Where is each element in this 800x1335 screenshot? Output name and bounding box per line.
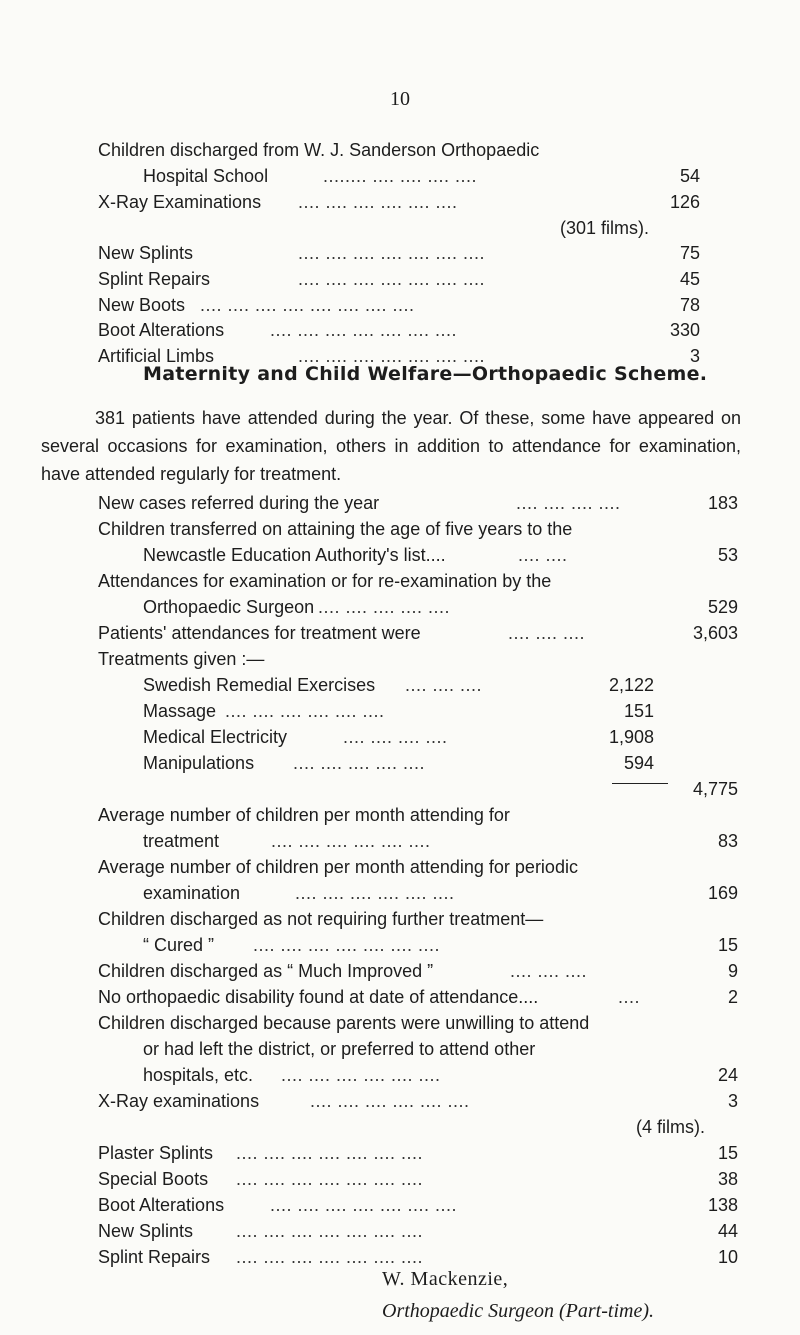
- signature-name: W. Mackenzie,: [382, 1268, 509, 1290]
- boot-alterations-row: [98, 1191, 738, 1219]
- xray-films: (301 films).: [560, 218, 650, 238]
- row-label: examination: [143, 883, 241, 903]
- treatments-heading: Treatments given :—: [98, 649, 265, 669]
- avg-exam-row: [143, 879, 738, 907]
- leader-dots: .... .... .... .... .... .... ....: [253, 935, 441, 955]
- row-value: 53: [717, 545, 738, 565]
- row-value: 45: [679, 269, 700, 289]
- row-label: treatment: [143, 831, 220, 851]
- row-label: Splint Repairs: [98, 269, 211, 289]
- row-label: Artificial Limbs: [98, 346, 215, 366]
- row-value: 9: [727, 961, 738, 981]
- leader-dots: .... .... .... ....: [516, 493, 621, 513]
- improved-row: [98, 957, 738, 985]
- treatment-row: [143, 671, 654, 699]
- row-label: Medical Electricity: [143, 727, 288, 747]
- row-label: New Boots: [98, 295, 186, 315]
- treatment-row: [143, 749, 654, 777]
- new-splints-row: [98, 239, 700, 267]
- unwilling-row-line1: Children discharged because parents were unwilling to attend: [98, 1013, 590, 1033]
- leader-dots: .... .... .... .... .... .... ....: [298, 346, 486, 366]
- row-label: X-Ray Examinations: [98, 192, 262, 212]
- row-label: Boot Alterations: [98, 320, 225, 340]
- leader-dots: ........ .... .... .... ....: [323, 166, 478, 186]
- special-boots-row: [98, 1165, 738, 1193]
- treatment-row: [143, 697, 654, 725]
- row-label: hospitals, etc.: [143, 1065, 254, 1085]
- transferred-row: [143, 541, 738, 569]
- row-value: 169: [707, 883, 738, 903]
- row-value: 594: [623, 753, 654, 773]
- plaster-splints-row: [98, 1139, 738, 1167]
- leader-dots: .... .... .... .... ....: [293, 753, 426, 773]
- leader-dots: .... .... ....: [508, 623, 586, 643]
- attendances-treatment-row: [98, 619, 738, 647]
- row-label: New Splints: [98, 243, 194, 263]
- transferred-row-line1: Children transferred on attaining the age of five years to the: [98, 519, 573, 539]
- leader-dots: .... .... .... .... .... .... ....: [236, 1221, 424, 1241]
- row-value: 151: [623, 701, 654, 721]
- unwilling-row: [143, 1061, 738, 1089]
- new-cases-row: [98, 489, 738, 517]
- section-heading: Maternity and Child Welfare—Orthopaedic Scheme.: [143, 363, 708, 385]
- row-value: 138: [707, 1195, 738, 1215]
- xray-row: [98, 188, 700, 216]
- leader-dots: .... .... .... .... .... .... ....: [236, 1247, 424, 1267]
- leader-dots: .... .... .... .... .... ....: [281, 1065, 441, 1085]
- row-value: 3,603: [692, 623, 738, 643]
- row-label: No orthopaedic disability found at date of attendance....: [98, 987, 539, 1007]
- xray2-films: (4 films).: [636, 1117, 705, 1137]
- leader-dots: ....: [618, 987, 641, 1007]
- leader-dots: .... .... .... .... .... .... ....: [236, 1143, 424, 1163]
- boot-alterations-row: [98, 316, 700, 344]
- row-value: 54: [679, 166, 700, 186]
- new-boots-row: [98, 291, 700, 319]
- row-value: 330: [669, 320, 700, 340]
- row-value: 3: [727, 1091, 738, 1111]
- row-label: X-Ray examinations: [98, 1091, 260, 1111]
- row-label: Orthopaedic Surgeon: [143, 597, 315, 617]
- row-value: 3: [689, 346, 700, 366]
- row-value: 15: [717, 1143, 738, 1163]
- row-label: Boot Alterations: [98, 1195, 225, 1215]
- leader-dots: .... .... .... .... .... ....: [310, 1091, 470, 1111]
- row-label: Manipulations: [143, 753, 255, 773]
- leader-dots: .... .... .... ....: [343, 727, 448, 747]
- row-value: 15: [717, 935, 738, 955]
- row-label: “ Cured ”: [143, 935, 215, 955]
- intro-paragraph: 381 patients have attended during the year. Of these, some have appeared on several occasions for examination, others in addition to attendance for examination, have attended regularly for treatment.: [41, 408, 741, 484]
- splint-repairs-row: [98, 265, 700, 293]
- leader-dots: .... .... .... .... .... ....: [298, 192, 458, 212]
- signature-title: Orthopaedic Surgeon (Part-time).: [382, 1300, 654, 1322]
- leader-dots: .... .... .... .... .... .... ....: [298, 269, 486, 289]
- row-value: 38: [717, 1169, 738, 1189]
- row-label: Patients' attendances for treatment were: [98, 623, 421, 643]
- leader-dots: .... .... ....: [510, 961, 588, 981]
- avg-treatment-row-line1: Average number of children per month attending for: [98, 805, 510, 825]
- splint-repairs-row: [98, 1243, 738, 1271]
- unwilling-row-line2: or had left the district, or preferred to attend other: [143, 1039, 536, 1059]
- cured-row: [143, 931, 738, 959]
- row-value: 78: [679, 295, 700, 315]
- leader-dots: .... .... .... .... .... .... ....: [270, 320, 458, 340]
- row-label: Massage: [143, 701, 217, 721]
- discharged-row-line1: Children discharged from W. J. Sanderson Orthopaedic: [98, 140, 540, 160]
- avg-exam-row-line1: Average number of children per month attending for periodic: [98, 857, 578, 877]
- row-value: 183: [707, 493, 738, 513]
- leader-dots: .... .... .... .... .... ....: [295, 883, 455, 903]
- row-value: 44: [717, 1221, 738, 1241]
- row-label: Children discharged as “ Much Improved ”: [98, 961, 434, 981]
- row-label: Special Boots: [98, 1169, 209, 1189]
- row-value: 126: [669, 192, 700, 212]
- attendances-exam-row-line1: Attendances for examination or for re-examination by the: [98, 571, 552, 591]
- treatment-row: [143, 723, 654, 751]
- total-rule: [612, 783, 668, 784]
- xray2-row: [98, 1087, 738, 1115]
- cured-row-line1: Children discharged as not requiring further treatment—: [98, 909, 544, 929]
- row-value: 1,908: [608, 727, 654, 747]
- row-label: Plaster Splints: [98, 1143, 214, 1163]
- leader-dots: .... .... .... .... .... .... ....: [298, 243, 486, 263]
- treatments-total: 4,775: [692, 779, 738, 799]
- row-value: 24: [717, 1065, 738, 1085]
- discharged-row: [143, 162, 700, 190]
- leader-dots: .... .... .... .... .... .... ....: [270, 1195, 458, 1215]
- row-value: 83: [717, 831, 738, 851]
- new-splints-row: [98, 1217, 738, 1245]
- leader-dots: .... .... ....: [405, 675, 483, 695]
- avg-treatment-row: [143, 827, 738, 855]
- row-label: Swedish Remedial Exercises: [143, 675, 376, 695]
- attendances-exam-row: [143, 593, 738, 621]
- leader-dots: .... ....: [518, 545, 568, 565]
- leader-dots: .... .... .... .... .... .... .... ....: [200, 295, 415, 315]
- row-value: 10: [717, 1247, 738, 1267]
- leader-dots: .... .... .... .... .... .... ....: [236, 1169, 424, 1189]
- row-label: Splint Repairs: [98, 1247, 211, 1267]
- row-value: 2: [727, 987, 738, 1007]
- leader-dots: .... .... .... .... .... ....: [271, 831, 431, 851]
- row-label: Newcastle Education Authority's list....: [143, 545, 446, 565]
- leader-dots: .... .... .... .... .... ....: [225, 701, 385, 721]
- page-number: 10: [390, 88, 410, 110]
- row-label: New cases referred during the year: [98, 493, 380, 513]
- row-value: 75: [679, 243, 700, 263]
- row-value: 2,122: [608, 675, 654, 695]
- row-value: 529: [707, 597, 738, 617]
- row-label: Hospital School: [143, 166, 269, 186]
- leader-dots: .... .... .... .... ....: [318, 597, 451, 617]
- no-disability-row: [98, 983, 738, 1011]
- row-label: New Splints: [98, 1221, 194, 1241]
